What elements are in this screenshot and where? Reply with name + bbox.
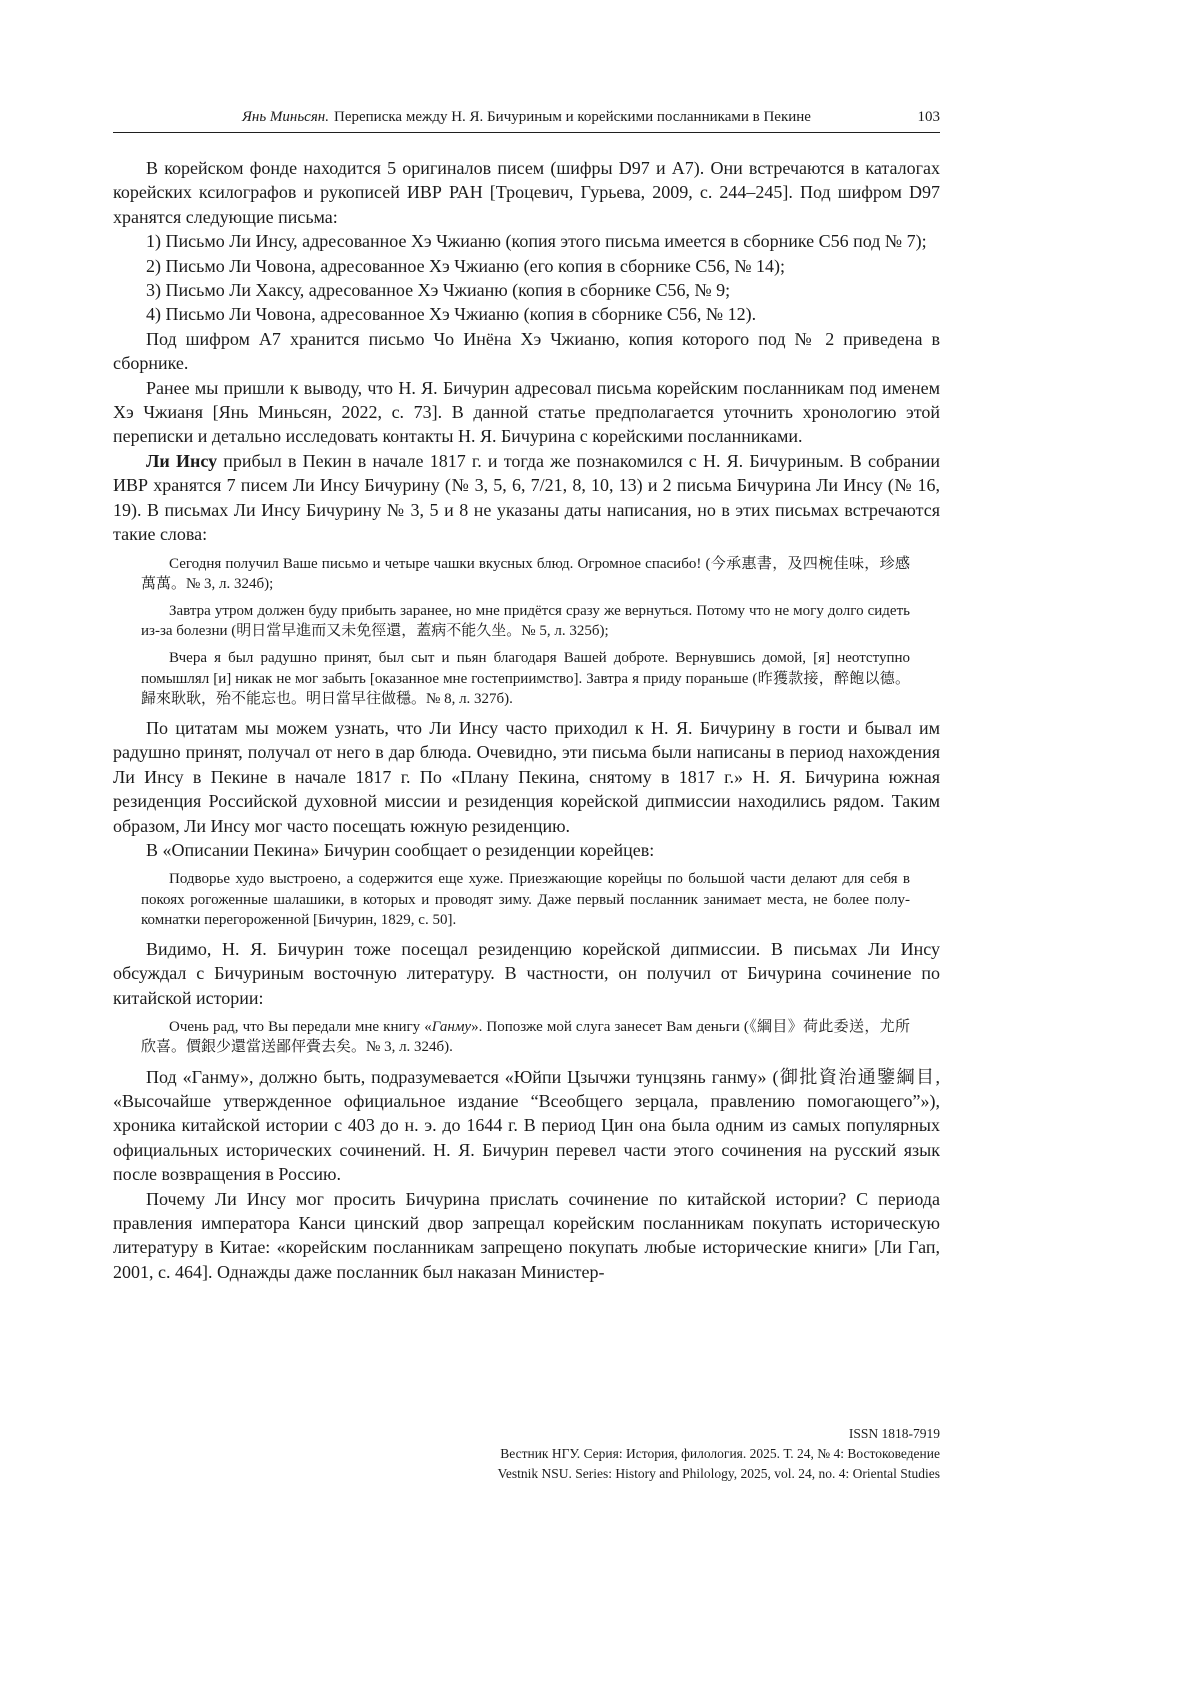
- person-name-bold: Ли Инсу: [146, 450, 218, 471]
- footer-journal-en: Vestnik NSU. Series: History and Philology, 2025, vol. 24, no. 4: Oriental Studies: [497, 1466, 940, 1481]
- block-quote-letter-5: Завтра утром должен буду прибыть заранее, но мне придётся сразу же вернуться. Потому что не могу долго сидеть из-за болезни (明日當早進而又未免徑還，蓋病不能久坐。№ 5, л. 325б);: [141, 602, 910, 640]
- paragraph-ganmu-explanation: Под «Ганму», должно быть, подразумевается «Юйпи Цзычжи тунцзянь ганму» (御批資治通鑒綱目, «Высочайше утвержденное официальное издание “Всеобщего зерцала, правлению помогающего”»), хроника китайской истории с 403 до н. э. до 1644 г. В период Цин она была одним из самых популярных официальных исторических сочинений. Н. Я. Бичурин перевел части этого сочинения на русский язык после возвращения в Россию.: [113, 1066, 940, 1185]
- paragraph-bichurin-visits: Видимо, Н. Я. Бичурин тоже посещал резиденцию корейской дипмиссии. В письмах Ли Инсу обсуждал с Бичуриным восточную литературу. В частности, он получил от Бичурина сочинение по китайской истории:: [113, 938, 940, 1008]
- list-item-letter-3: 3) Письмо Ли Хаксу, адресованное Хэ Чжианю (копия в сборнике C56, № 9;: [146, 280, 731, 301]
- journal-footer: [498, 1424, 940, 1484]
- footer-journal-ru: Вестник НГУ. Серия: История, филология. 2025. Т. 24, № 4: Востоковедение: [500, 1446, 940, 1461]
- document-page: [113, 0, 940, 1697]
- footer-issn: ISSN 1818-7919: [848, 1426, 940, 1441]
- running-head-title: Переписка между Н. Я. Бичуриным и корейскими посланниками в Пекине: [334, 109, 811, 125]
- paragraph-why-request: Почему Ли Инсу мог просить Бичурина прислать сочинение по китайской истории? С периода правления императора Канси цинский двор запрещал корейским посланникам покупать историческую литературу в Китае: «корейским посланникам запрещено покупать любые исторические книги» [Ли Гап, 2001, с. 464]. Однажды даже посланник был наказан Министер-: [113, 1188, 940, 1282]
- list-item-letter-2: 2) Письмо Ли Човона, адресованное Хэ Чжианю (его копия в сборнике C56, № 14);: [146, 255, 785, 276]
- quote-ganmu-post: ». Попозже мой слуга занесет Вам деньги (《綱目》荷此委送，尤所欣喜。價銀少還當送鄙伻賫去矣。№ 3, л. 324б).: [141, 1019, 910, 1056]
- block-quote-ganmu: [141, 1017, 910, 1057]
- paragraph-korean-fund: В корейском фонде находится 5 оригиналов писем (шифры D97 и A7). Они встречаются в каталогах корейских ксилографов и рукописей ИВР РАН [Троцевич, Гурьева, 2009, с. 244–245]. Под шифром D97 хранятся следующие письма:: [113, 158, 940, 227]
- running-head-text: [113, 108, 940, 126]
- article-body: [113, 156, 940, 1284]
- block-quote-letter-8: Вчера я был радушно принят, был сыт и пьян благодаря Вашей доброте. Вернувшись домой, [я] неотступно помышлял [и] никак не мог забыть [оказанное мне гостеприимство]. Завтра я приду пораньше (昨獲款接，醉飽以德。歸來耿耿，殆不能忘也。明日當早往做穩。№ 8, л. 327б).: [141, 650, 910, 707]
- paragraph-li-insu: [113, 449, 940, 547]
- paragraph-beijing-description-intro: В «Описании Пекина» Бичурин сообщает о резиденции корейцев:: [146, 839, 655, 860]
- running-head-author: Янь Миньсян.: [242, 109, 329, 125]
- book-title-italic: Ганму: [431, 1019, 472, 1036]
- block-quote-letter-3: Сегодня получил Ваше письмо и четыре чашки вкусных блюд. Огромное спасибо! (今承惠書，及四椀佳味，珍感萬萬。№ 3, л. 324б);: [141, 555, 910, 592]
- header-rule: [113, 132, 940, 133]
- page-number: 103: [917, 109, 940, 125]
- list-item-letter-1: 1) Письмо Ли Инсу, адресованное Хэ Чжианю (копия этого письма имеется в сборнике C56 под № 7);: [146, 231, 927, 252]
- list-item-letter-4: 4) Письмо Ли Човона, адресованное Хэ Чжианю (копия в сборнике C56, № 12).: [146, 304, 757, 325]
- paragraph-earlier-conclusion: Ранее мы пришли к выводу, что Н. Я. Бичурин адресовал письма корейским посланникам под именем Хэ Чжианя [Янь Миньсян, 2022, с. 73]. В данной статье предполагается уточнить хронологию этой переписки и детально исследовать контакты Н. Я. Бичурина с корейскими посланниками.: [113, 377, 940, 447]
- quote-ganmu-pre: Очень рад, что Вы передали мне книгу «: [169, 1019, 432, 1036]
- paragraph-li-insu-text: прибыл в Пекин в начале 1817 г. и тогда же познакомился с Н. Я. Бичуриным. В собрании ИВР хранятся 7 писем Ли Инсу Бичурину (№ 3, 5, 6, 7/21, 8, 10, 13) и 2 письма Бичурина Ли Инсу (№ 16, 19). В письмах Ли Инсу Бичурину № 3, 5 и 8 не указаны даты написания, но в этих письмах встречаются такие слова:: [113, 450, 940, 545]
- paragraph-citations-analysis: По цитатам мы можем узнать, что Ли Инсу часто приходил к Н. Я. Бичурину в гости и бывал им радушно принят, получал от него в дар блюда. Очевидно, эти письма были написаны в период нахождения Ли Инсу в Пекине в начале 1817 г. По «Плану Пекина, снятому в 1817 г.» Н. Я. Бичурина южная резиденция Российской духовной миссии и резиденция корейской дипмиссии находились рядом. Таким образом, Ли Инсу мог часто посещать южную резиденцию.: [113, 717, 940, 836]
- block-quote-beijing-description: Подворье худо выстроено, а содержится еще хуже. Приезжающие корейцы по большой части делают для себя в покоях рогоженные шалашики, в которых и проводят зиму. Даже первый посланник занимает места, не более полу-комнатки перегороженной [Бичурин, 1829, с. 50].: [141, 871, 910, 928]
- paragraph-cipher-a7: Под шифром A7 хранится письмо Чо Инёна Хэ Чжианю, копия которого под № 2 приведена в сборнике.: [113, 328, 940, 374]
- running-head: [113, 108, 940, 133]
